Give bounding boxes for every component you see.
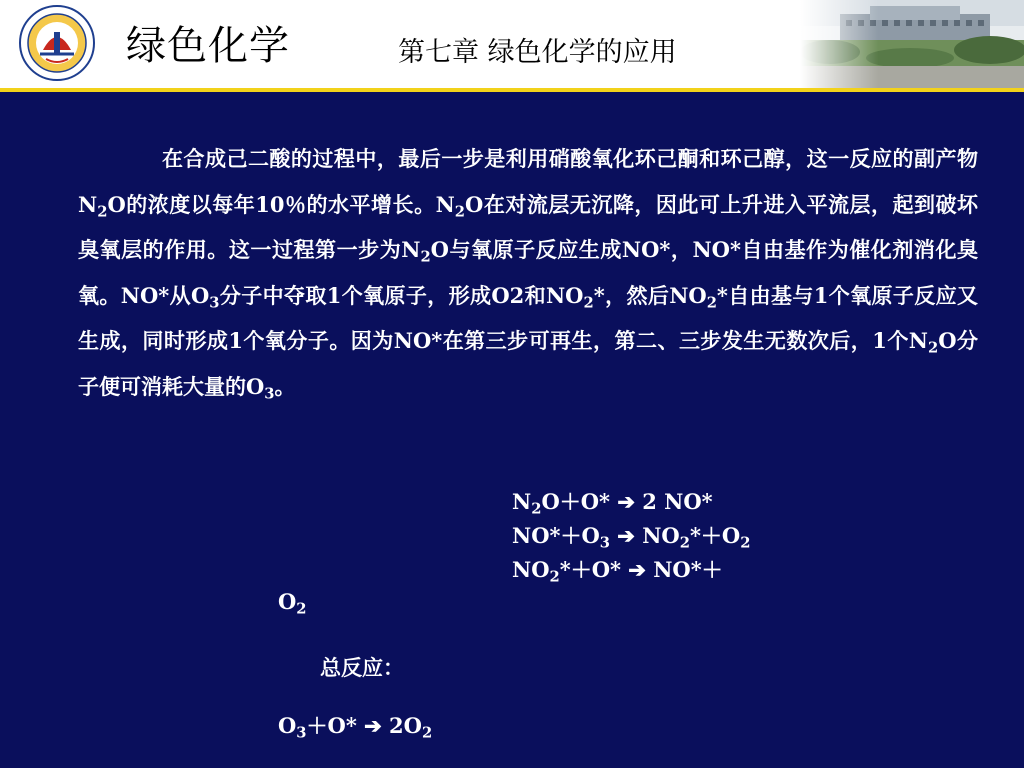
subscript: 3 [296,724,307,742]
paragraph-text: 分子中夺取1个氧原子，形成O2和NO [219,282,584,308]
equation-1 [512,489,713,518]
slide-header [0,0,1024,88]
equation-text: ＋O* ➔ 2O [306,713,422,738]
equation-text: NO [512,557,550,582]
paragraph-text: 在合成己二酸的过程中，最后一步是利用硝酸氧化环己酮和环己醇，这一反应的副产物N [78,146,978,217]
paragraph-text: O在对流层无沉降，因此可上升进入平流层，起到破坏臭氧层的作用。这一过程第一步为N [78,191,978,263]
subscript: 3 [599,534,610,552]
subscript: 2 [421,724,433,742]
paragraph-text: O与氧原子反应生成NO*，NO*自由基作为催化剂消化臭氧。NO*从O [78,237,978,308]
equation-3-continued [278,589,307,618]
equation-3 [512,557,723,586]
subscript: 2 [706,294,717,312]
subscript: 2 [296,600,307,618]
total-reaction-equation [278,713,433,742]
equation-text: O＋O* ➔ 2 NO* [541,489,713,514]
equation-text: ➔ NO [610,523,680,548]
subscript: 2 [928,339,939,357]
paragraph-text: *，然后NO [593,282,707,308]
paragraph-text: *自由基与1个氧原子反应又生成，同时形成1个氧分子。因为NO*在第三步可再生，第二、三步发生无数次后，1个N [78,282,978,354]
subscript: 3 [264,385,275,403]
paragraph-text: O的浓度以每年10％的水平增长。N [107,191,455,217]
subscript: 2 [454,203,466,220]
chapter-title: 第七章 绿色化学的应用 [398,37,677,68]
equation-text: O [278,589,297,614]
paragraph-text: 。 [274,373,296,399]
subscript: 3 [209,294,220,312]
subscript: 2 [583,294,594,312]
subscript: 2 [740,534,751,552]
equation-text: *＋O [689,523,741,548]
subscript: 2 [549,568,560,586]
equation-text: O [278,713,297,738]
body-paragraph [78,136,978,410]
subscript: 2 [679,534,690,552]
equation-text: NO*＋O [512,523,600,548]
subscript: 2 [420,248,431,266]
equation-text: N [512,489,532,514]
equation-2 [512,523,751,552]
university-logo-icon [18,4,96,82]
subscript: 2 [97,203,108,220]
equation-text: *＋O* ➔ NO*＋ [559,557,723,582]
course-title: 绿色化学 [126,23,290,69]
paragraph-text: O分子便可消耗大量的O [78,328,979,399]
header-divider [0,88,1024,92]
campus-photo-icon [800,0,1024,88]
total-reaction-label: 总反应： [320,655,404,680]
subscript: 2 [531,500,542,518]
